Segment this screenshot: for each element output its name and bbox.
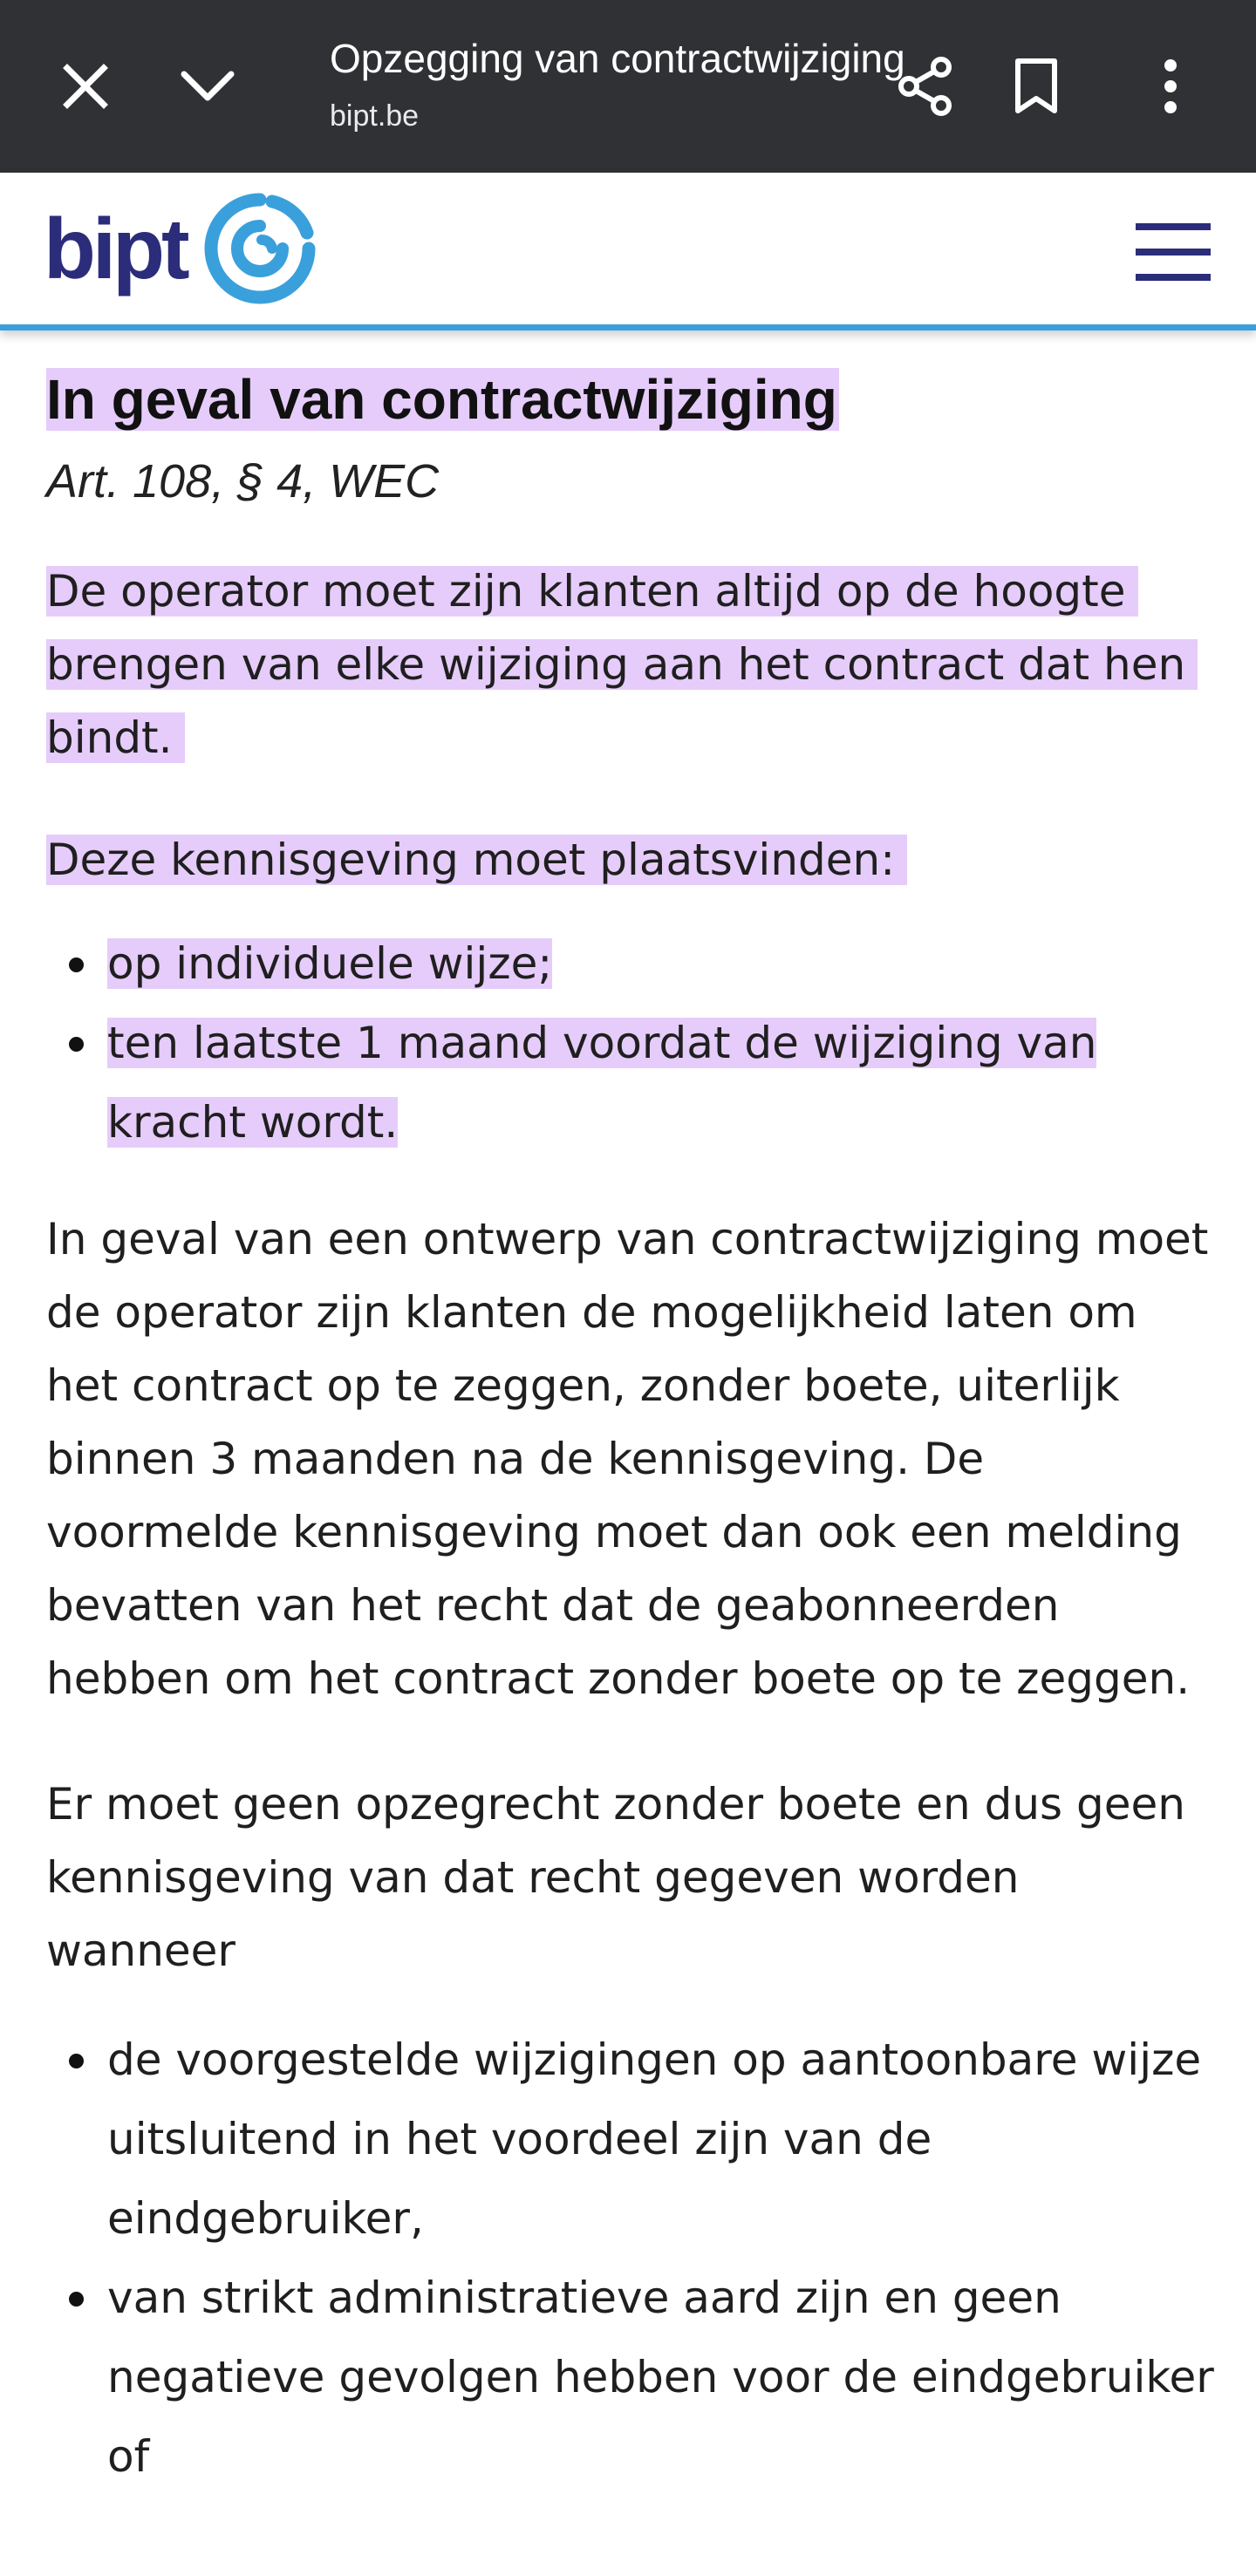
list-item: de voorgestelde wijzigingen op aantoonbare wijze uitsluitend in het voordeel zijn van de eindgebruiker, [107,2021,1215,2259]
more-vert-icon [1162,58,1179,114]
list-item-text: op individuele wijze; [107,938,553,989]
list-item [107,1004,1215,1162]
notice-lead [46,823,1215,896]
page-domain: bipt.be [330,99,420,133]
article-content [46,358,1215,2497]
site-header [0,173,1256,331]
list-item-text: ten laatste 1 maand voordat de wijziging van kracht wordt. [107,1018,1097,1148]
section-heading-text: In geval van contractwijziging [46,368,837,431]
no-right-paragraph: Er moet geen opzegrecht zonder boete en dus geen kennisgeving van dat recht gegeven worden wanneer [46,1779,1185,1976]
notice-lead-text: Deze kennisgeving moet plaatsvinden: [46,835,907,885]
browser-toolbar [0,0,1256,173]
share-icon [896,56,957,117]
bookmark-icon [1014,58,1059,115]
menu-button[interactable] [1125,204,1221,300]
minimize-button[interactable] [164,43,251,130]
list-item: van strikt administratieve aard zijn en geen negatieve gevolgen hebben voor de eindgebruiker of [107,2259,1215,2497]
more-options-button[interactable] [1127,43,1214,130]
section-heading [46,358,1215,441]
exceptions-list [46,2021,1215,2497]
share-button[interactable] [883,43,970,130]
chevron-down-icon [180,69,236,104]
bookmark-button[interactable] [993,43,1080,130]
hamburger-menu-icon [1136,221,1211,283]
draft-paragraph: In geval van een ontwerp van contractwijziging moet de operator zijn klanten de mogelijkheid laten om het contract op te zeggen, zonder boete, uiterlijk binnen 3 maanden na de kennisgeving. De voormelde kennisgeving moet dan ook een melding bevatten van het recht dat de geabonneerden hebben om het contract zonder boete op te zeggen. [46,1214,1209,1704]
list-item [107,924,1215,1004]
close-button[interactable] [42,43,129,130]
intro-text: De operator moet zijn klanten altijd op de hoogte brengen van elke wijziging aan het contract dat hen bindt. [46,566,1198,763]
notice-list [46,924,1215,1162]
legal-reference: Art. 108, § 4, WEC [46,455,440,508]
site-logo[interactable] [44,185,321,312]
logo-text: bipt [44,201,187,296]
close-icon [62,63,109,110]
page-title: Opzegging van contractwijziging [330,36,905,81]
intro-paragraph [46,555,1215,774]
logo-mark-icon [199,187,321,310]
